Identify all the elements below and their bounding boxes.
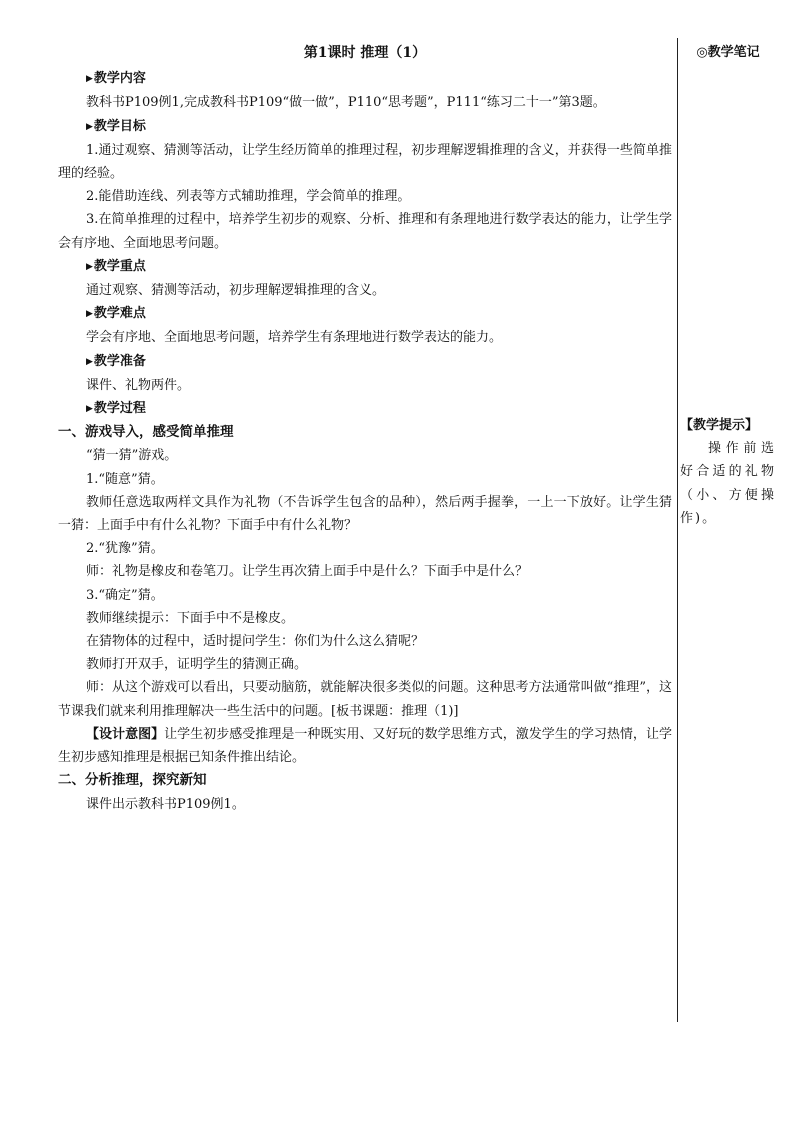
- part1-line: 教师打开双手，证明学生的猜测正确。: [86, 657, 308, 673]
- goal-item: 2.能借助连线、列表等方式辅助推理，学会简单的推理。: [86, 189, 411, 205]
- triangle-bullet-icon: ▶: [86, 74, 93, 85]
- section-heading-key-points: ▶教学重点: [86, 258, 146, 274]
- teaching-tip-text: 操作前选好合适的礼物（小、方便操作)。: [680, 441, 776, 526]
- section-heading-difficulties: ▶教学难点: [86, 306, 146, 322]
- triangle-bullet-icon: ▶: [86, 261, 93, 272]
- preparation-text: 课件、礼物两件。: [86, 377, 191, 393]
- lesson-plan-main: [58, 42, 672, 816]
- section-heading-content: ▶教学内容: [86, 71, 146, 87]
- teaching-notes-heading: ◎教学笔记: [696, 45, 760, 60]
- design-intent: [58, 723, 672, 769]
- triangle-bullet-icon: ▶: [86, 404, 93, 415]
- part2-text: 课件出示教科书P109例1。: [86, 796, 245, 812]
- part1-line: 1.“随意”猜。: [86, 471, 164, 487]
- part2-heading: 二、分析推理，探究新知: [58, 772, 207, 789]
- design-intent-label: 【设计意图】: [86, 726, 165, 742]
- teaching-tip: [680, 414, 776, 530]
- part1-line: “猜一猜”游戏。: [86, 448, 178, 464]
- section-heading-preparation: ▶教学准备: [86, 353, 146, 369]
- content-text: 教科书P109例1,完成教科书P109“做一做”，P110“思考题”，P111“练习二十一”第3题。: [86, 95, 606, 111]
- part1-line: 教师任意选取两样文具作为礼物（不告诉学生包含的品种），然后两手握拳，一上一下放好。让学生猜一猜：上面手中有什么礼物？下面手中有什么礼物？: [58, 494, 672, 534]
- sidebar-divider: [677, 38, 678, 1022]
- triangle-bullet-icon: ▶: [86, 356, 93, 367]
- part1-line: 教师继续提示：下面手中不是橡皮。: [86, 610, 295, 626]
- goal-item: 3.在简单推理的过程中，培养学生初步的观察、分析、推理和有条理地进行数学表达的能力，让学生学会有序地、全面地思考问题。: [58, 212, 672, 251]
- teaching-tip-heading: 【教学提示】: [680, 418, 759, 433]
- triangle-bullet-icon: ▶: [86, 121, 93, 132]
- part1-line: 在猜物体的过程中，适时提问学生：你们为什么这么猜呢？: [86, 634, 425, 650]
- section-heading-process: ▶教学过程: [86, 401, 146, 417]
- part1-line: 师：从这个游戏可以看出，只要动脑筋，就能解决很多类似的问题。这种思考方法通常叫做“推理”，这节课我们就来利用推理解决一些生活中的问题。[板书课题：推理（1)]: [58, 680, 672, 719]
- part1-heading: 一、游戏导入，感受简单推理: [58, 424, 234, 441]
- part1-line: 2.“犹豫”猜。: [86, 541, 164, 557]
- triangle-bullet-icon: ▶: [86, 309, 93, 320]
- goal-item: 1.通过观察、猜测等活动，让学生经历简单的推理过程，初步理解逻辑推理的含义，并获得一些简单推理的经验。: [58, 142, 672, 182]
- difficulties-text: 学会有序地、全面地思考问题，培养学生有条理地进行数学表达的能力。: [86, 330, 503, 346]
- part1-line: 师：礼物是橡皮和卷笔刀。让学生再次猜上面手中是什么？下面手中是什么？: [86, 564, 529, 580]
- key-points-text: 通过观察、猜测等活动，初步理解逻辑推理的含义。: [86, 283, 386, 299]
- page-title: 第1课时 推理（1）: [303, 45, 427, 61]
- section-heading-goals: ▶教学目标: [86, 118, 146, 134]
- part1-line: 3.“确定”猜。: [86, 587, 164, 603]
- design-intent-text: 让学生初步感受推理是一种既实用、又好玩的数学思维方式，激发学生的学习热情，让学生初步感知推理是根据已知条件推出结论。: [58, 726, 672, 766]
